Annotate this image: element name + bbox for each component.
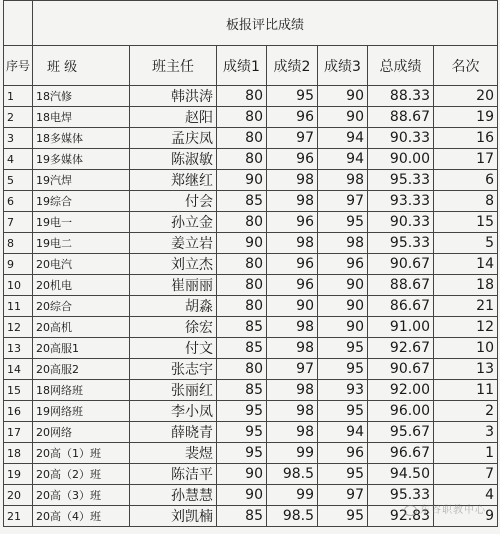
cell-teacher: 崔丽丽 <box>130 275 217 296</box>
cell-seq: 11 <box>4 296 33 317</box>
cell-score1: 80 <box>217 212 267 233</box>
table-row <box>4 275 498 296</box>
cell-rank: 21 <box>434 296 498 317</box>
cell-rank: 18 <box>434 275 498 296</box>
cell-score1: 85 <box>217 317 267 338</box>
cell-teacher: 陈洁平 <box>130 464 217 485</box>
cell-score3: 96 <box>318 443 368 464</box>
cell-total: 95.67 <box>368 422 434 443</box>
cell-score2: 98 <box>267 170 318 191</box>
table-row <box>4 128 498 149</box>
cell-score2: 97 <box>267 359 318 380</box>
cell-score1: 85 <box>217 380 267 401</box>
cell-teacher: 郑继红 <box>130 170 217 191</box>
cell-total: 93.33 <box>368 191 434 212</box>
cell-score2: 98.5 <box>267 506 318 527</box>
table-row <box>4 149 498 170</box>
cell-total: 92.83 <box>368 506 434 527</box>
cell-score2: 98 <box>267 380 318 401</box>
table-row <box>4 443 498 464</box>
cell-score1: 90 <box>217 485 267 506</box>
cell-score1: 85 <box>217 506 267 527</box>
cell-score2: 98 <box>267 338 318 359</box>
cell-total: 90.67 <box>368 359 434 380</box>
cell-seq: 18 <box>4 443 33 464</box>
cell-score1: 80 <box>217 128 267 149</box>
cell-score3: 95 <box>318 359 368 380</box>
cell-score2: 98 <box>267 401 318 422</box>
table-row <box>4 401 498 422</box>
header-row <box>4 46 498 86</box>
cell-seq: 7 <box>4 212 33 233</box>
cell-total: 88.67 <box>368 107 434 128</box>
cell-score3: 90 <box>318 296 368 317</box>
header-teacher: 班主任 <box>130 46 217 86</box>
cell-score2: 95 <box>267 86 318 107</box>
cell-teacher: 付文 <box>130 338 217 359</box>
cell-score3: 95 <box>318 338 368 359</box>
cell-rank: 14 <box>434 254 498 275</box>
cell-teacher: 赵阳 <box>130 107 217 128</box>
cell-seq: 21 <box>4 506 33 527</box>
cell-rank: 12 <box>434 317 498 338</box>
cell-teacher: 姜立岩 <box>130 233 217 254</box>
cell-score2: 98 <box>267 233 318 254</box>
cell-class: 19汽焊 <box>33 170 130 191</box>
table-row <box>4 170 498 191</box>
cell-seq: 10 <box>4 275 33 296</box>
cell-seq: 8 <box>4 233 33 254</box>
cell-class: 20综合 <box>33 296 130 317</box>
score-table <box>3 0 498 527</box>
cell-rank: 20 <box>434 86 498 107</box>
cell-score2: 98 <box>267 317 318 338</box>
cell-seq: 2 <box>4 107 33 128</box>
cell-score1: 95 <box>217 422 267 443</box>
cell-total: 90.33 <box>368 212 434 233</box>
cell-total: 90.33 <box>368 128 434 149</box>
cell-class: 20高（4）班 <box>33 506 130 527</box>
cell-score3: 95 <box>318 506 368 527</box>
table-row <box>4 107 498 128</box>
cell-total: 91.00 <box>368 317 434 338</box>
cell-score1: 90 <box>217 233 267 254</box>
cell-seq: 17 <box>4 422 33 443</box>
cell-seq: 3 <box>4 128 33 149</box>
cell-class: 20机电 <box>33 275 130 296</box>
cell-seq: 19 <box>4 464 33 485</box>
cell-total: 90.67 <box>368 254 434 275</box>
cell-score3: 90 <box>318 107 368 128</box>
cell-total: 88.33 <box>368 86 434 107</box>
cell-class: 18汽修 <box>33 86 130 107</box>
cell-seq: 16 <box>4 401 33 422</box>
cell-score3: 95 <box>318 401 368 422</box>
table-row <box>4 338 498 359</box>
cell-teacher: 孟庆凤 <box>130 128 217 149</box>
cell-seq: 4 <box>4 149 33 170</box>
cell-score3: 90 <box>318 317 368 338</box>
cell-teacher: 徐宏 <box>130 317 217 338</box>
header-score3: 成绩3 <box>318 46 368 86</box>
cell-score2: 96 <box>267 254 318 275</box>
header-score2: 成绩2 <box>267 46 318 86</box>
cell-seq: 13 <box>4 338 33 359</box>
cell-teacher: 付会 <box>130 191 217 212</box>
cell-score1: 80 <box>217 254 267 275</box>
cell-class: 19多媒体 <box>33 149 130 170</box>
cell-class: 20高服1 <box>33 338 130 359</box>
cell-total: 95.33 <box>368 170 434 191</box>
cell-score3: 90 <box>318 86 368 107</box>
cell-score2: 99 <box>267 443 318 464</box>
table-row <box>4 86 498 107</box>
header-rank: 名次 <box>434 46 498 86</box>
cell-score1: 85 <box>217 338 267 359</box>
cell-class: 19综合 <box>33 191 130 212</box>
table-row <box>4 191 498 212</box>
cell-rank: 8 <box>434 191 498 212</box>
cell-total: 96.00 <box>368 401 434 422</box>
table-row <box>4 464 498 485</box>
header-total: 总成绩 <box>368 46 434 86</box>
cell-rank: 5 <box>434 233 498 254</box>
cell-score3: 97 <box>318 191 368 212</box>
cell-score2: 98 <box>267 191 318 212</box>
cell-score1: 80 <box>217 107 267 128</box>
cell-score2: 98.5 <box>267 464 318 485</box>
cell-score2: 96 <box>267 275 318 296</box>
cell-class: 18多媒体 <box>33 128 130 149</box>
table-row <box>4 233 498 254</box>
cell-rank: 6 <box>434 170 498 191</box>
cell-class: 19网络班 <box>33 401 130 422</box>
cell-score3: 93 <box>318 380 368 401</box>
cell-rank: 16 <box>434 128 498 149</box>
cell-score3: 95 <box>318 212 368 233</box>
cell-teacher: 孙慧慧 <box>130 485 217 506</box>
cell-score2: 98 <box>267 422 318 443</box>
title-row <box>4 1 498 46</box>
cell-seq: 20 <box>4 485 33 506</box>
cell-score2: 96 <box>267 149 318 170</box>
cell-class: 20网络 <box>33 422 130 443</box>
cell-rank: 11 <box>434 380 498 401</box>
cell-class: 20高（1）班 <box>33 443 130 464</box>
cell-score1: 80 <box>217 275 267 296</box>
cell-rank: 4 <box>434 485 498 506</box>
cell-rank: 19 <box>434 107 498 128</box>
cell-total: 95.33 <box>368 485 434 506</box>
cell-rank: 9 <box>434 506 498 527</box>
cell-seq: 5 <box>4 170 33 191</box>
watermark-text: 东谷职教中心 <box>420 505 486 516</box>
cell-score1: 90 <box>217 170 267 191</box>
cell-score2: 97 <box>267 128 318 149</box>
cell-teacher: 薛晓青 <box>130 422 217 443</box>
cell-score3: 97 <box>318 485 368 506</box>
cell-seq: 15 <box>4 380 33 401</box>
cell-rank: 7 <box>434 464 498 485</box>
cell-class: 18网络班 <box>33 380 130 401</box>
cell-score1: 90 <box>217 464 267 485</box>
table-row <box>4 485 498 506</box>
cell-teacher: 陈淑敏 <box>130 149 217 170</box>
cell-score3: 94 <box>318 149 368 170</box>
cell-teacher: 刘凯楠 <box>130 506 217 527</box>
cell-score2: 99 <box>267 485 318 506</box>
table-row <box>4 422 498 443</box>
cell-score2: 96 <box>267 212 318 233</box>
title-blank-cell <box>4 1 33 46</box>
cell-score3: 95 <box>318 464 368 485</box>
cell-class: 18电焊 <box>33 107 130 128</box>
cell-total: 90.00 <box>368 149 434 170</box>
cell-score2: 90 <box>267 296 318 317</box>
table-row <box>4 380 498 401</box>
cell-class: 20高（3）班 <box>33 485 130 506</box>
cell-total: 88.67 <box>368 275 434 296</box>
cell-teacher: 李小凤 <box>130 401 217 422</box>
cell-rank: 15 <box>434 212 498 233</box>
cell-score3: 96 <box>318 254 368 275</box>
table-row <box>4 212 498 233</box>
cell-score3: 90 <box>318 275 368 296</box>
header-seq: 序号 <box>4 46 33 86</box>
cell-teacher: 张志宇 <box>130 359 217 380</box>
cell-total: 92.00 <box>368 380 434 401</box>
cell-teacher: 张丽红 <box>130 380 217 401</box>
cell-score1: 95 <box>217 401 267 422</box>
cell-seq: 12 <box>4 317 33 338</box>
cell-total: 94.50 <box>368 464 434 485</box>
header-score1: 成绩1 <box>217 46 267 86</box>
header-class: 班 级 <box>33 46 130 86</box>
cell-class: 19电二 <box>33 233 130 254</box>
cell-class: 20高机 <box>33 317 130 338</box>
cell-score1: 80 <box>217 359 267 380</box>
cell-teacher: 韩洪涛 <box>130 86 217 107</box>
cell-rank: 17 <box>434 149 498 170</box>
cell-teacher: 胡淼 <box>130 296 217 317</box>
cell-score1: 80 <box>217 86 267 107</box>
table-row <box>4 296 498 317</box>
cell-total: 92.67 <box>368 338 434 359</box>
cell-score1: 80 <box>217 296 267 317</box>
table-row <box>4 254 498 275</box>
cell-seq: 14 <box>4 359 33 380</box>
cell-score1: 85 <box>217 191 267 212</box>
cell-score3: 98 <box>318 170 368 191</box>
cell-seq: 6 <box>4 191 33 212</box>
cell-rank: 10 <box>434 338 498 359</box>
cell-rank: 2 <box>434 401 498 422</box>
cell-score3: 94 <box>318 422 368 443</box>
table-row <box>4 317 498 338</box>
table-row <box>4 506 498 527</box>
cell-rank: 13 <box>434 359 498 380</box>
cell-score3: 94 <box>318 128 368 149</box>
cell-total: 96.67 <box>368 443 434 464</box>
cell-score1: 80 <box>217 149 267 170</box>
cell-class: 19电一 <box>33 212 130 233</box>
cell-teacher: 裴煜 <box>130 443 217 464</box>
cell-teacher: 刘立杰 <box>130 254 217 275</box>
cell-score3: 98 <box>318 233 368 254</box>
cell-class: 20电汽 <box>33 254 130 275</box>
cell-rank: 1 <box>434 443 498 464</box>
cell-total: 86.67 <box>368 296 434 317</box>
cell-teacher: 孙立金 <box>130 212 217 233</box>
cell-seq: 1 <box>4 86 33 107</box>
cell-rank: 3 <box>434 422 498 443</box>
table-title: 板报评比成绩 <box>33 1 498 46</box>
cell-score1: 95 <box>217 443 267 464</box>
cell-class: 20高服2 <box>33 359 130 380</box>
cell-class: 20高（2）班 <box>33 464 130 485</box>
cell-seq: 9 <box>4 254 33 275</box>
cell-total: 95.33 <box>368 233 434 254</box>
cell-score2: 96 <box>267 107 318 128</box>
table-row <box>4 359 498 380</box>
